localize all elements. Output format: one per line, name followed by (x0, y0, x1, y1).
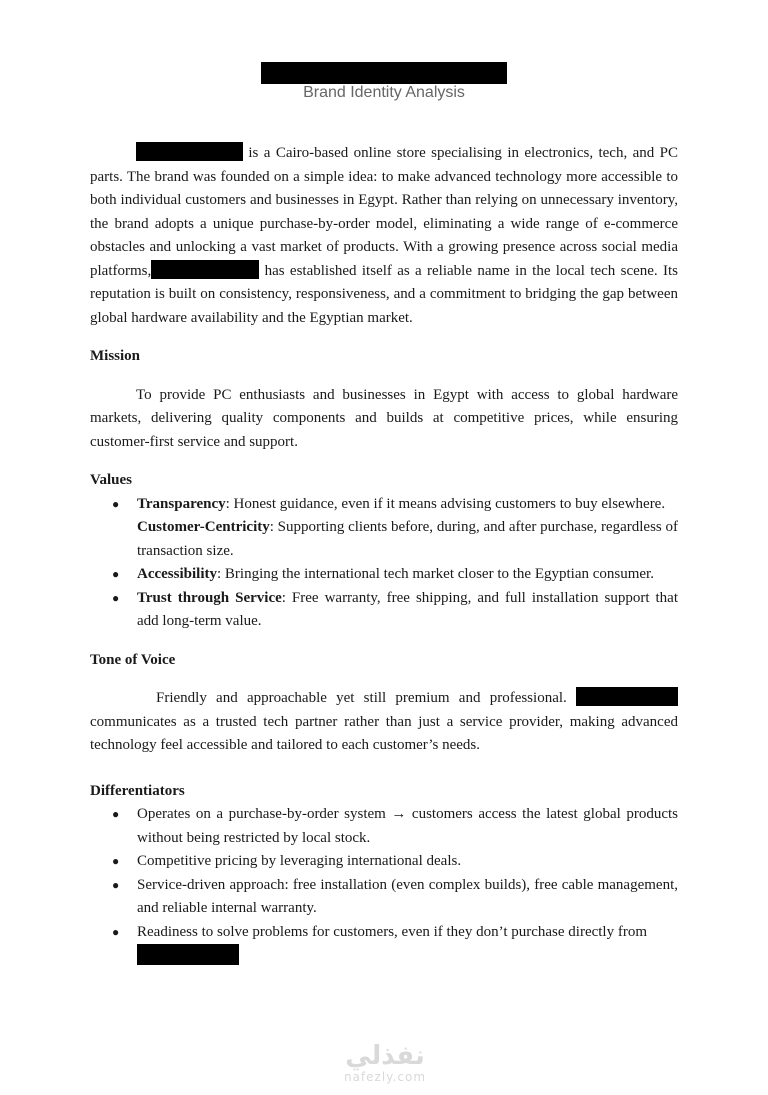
tone-heading: Tone of Voice (90, 651, 176, 668)
value-term: Transparency (137, 495, 226, 512)
differentiators-heading: Differentiators (90, 782, 185, 799)
document-subtitle: Brand Identity Analysis (303, 84, 465, 101)
values-list (90, 493, 678, 634)
brand-name-redaction (137, 944, 239, 965)
tone-text-2: communicates as a trusted tech partner rather than just a service provider, making advanced technology feel accessible and tailored to each customer’s needs. (90, 713, 678, 753)
tone-paragraph (90, 687, 678, 758)
value-text: : Free warranty, free shipping, and full installation support that add long-term value. (137, 589, 678, 629)
value-item (90, 516, 678, 563)
differentiators-list (90, 803, 678, 970)
mission-paragraph: To provide PC enthusiasts and businesses in Egypt with access to global hardware markets, delivering quality components and builds at competitive prices, while ensuring customer-first service and support. (90, 386, 678, 450)
value-text: : Honest guidance, even if it means advising customers to buy elsewhere. (225, 495, 666, 512)
watermark-arabic: نفذلي (345, 1041, 425, 1071)
value-item (90, 493, 678, 517)
document-title (0, 50, 768, 84)
value-text: : Supporting clients before, during, and after purchase, regardless of transaction size. (137, 519, 678, 559)
title-block (0, 50, 768, 101)
value-item (90, 587, 678, 634)
intro-text-2: has established itself as a reliable name in the local tech scene. Its reputation is built on consistency, responsiveness, and a commitment to bridging the gap between global hardware availability and the Egyptian market. (90, 262, 678, 326)
differentiator-item (90, 803, 678, 850)
differentiator-text: Operates on a purchase-by-order system → customers access the latest global products without being restricted by local stock. (137, 806, 678, 846)
differentiator-item (90, 874, 678, 921)
bullet-icon: ● (112, 807, 120, 821)
bullet-icon: ● (112, 496, 120, 511)
title-redaction (261, 62, 507, 84)
differentiator-text: Service-driven approach: free installation (even complex builds), free cable management, and reliable internal warranty. (137, 876, 678, 916)
bullet-icon: ● (112, 567, 120, 581)
differentiator-text: Readiness to solve problems for customers, even if they don’t purchase directly from (137, 923, 648, 940)
bullet-icon: ● (112, 590, 120, 605)
brand-name-redaction (136, 142, 243, 161)
values-heading: Values (90, 472, 132, 488)
tone-text-1: Friendly and approachable yet still premium and professional. (156, 690, 567, 706)
value-text: : Bringing the international tech market closer to the Egyptian consumer. (217, 566, 654, 582)
document-body (90, 142, 678, 970)
bullet-icon: ● (112, 854, 120, 868)
intro-text-1: is a Cairo-based online store specialising in electronics, tech, and PC parts. The brand was founded on a simple idea: to make advanced technology more accessible to both individual customers and businesses in Egypt. Rather than relying on unnecessary inventory, the brand adopts a unique purchase-by-order model, eliminating a wide range of e-commerce obstacles and unlocking a vast market of products. With a growing presence across social media platforms, (90, 145, 678, 279)
value-item (90, 563, 678, 587)
differentiator-text: Competitive pricing by leveraging international deals. (137, 853, 462, 869)
watermark-latin: nafezly.com (343, 1070, 427, 1084)
mission-heading: Mission (90, 348, 141, 364)
differentiator-item (90, 921, 678, 970)
watermark-logo (330, 1042, 440, 1084)
differentiator-item (90, 850, 678, 874)
brand-name-redaction (151, 260, 259, 279)
value-term: Customer-Centricity (137, 519, 270, 535)
bullet-icon: ● (112, 924, 120, 939)
brand-name-redaction (576, 687, 678, 706)
value-term: Accessibility (137, 566, 217, 582)
value-term: Trust through Service (137, 589, 282, 606)
intro-paragraph (90, 142, 678, 330)
bullet-icon: ● (112, 877, 120, 892)
